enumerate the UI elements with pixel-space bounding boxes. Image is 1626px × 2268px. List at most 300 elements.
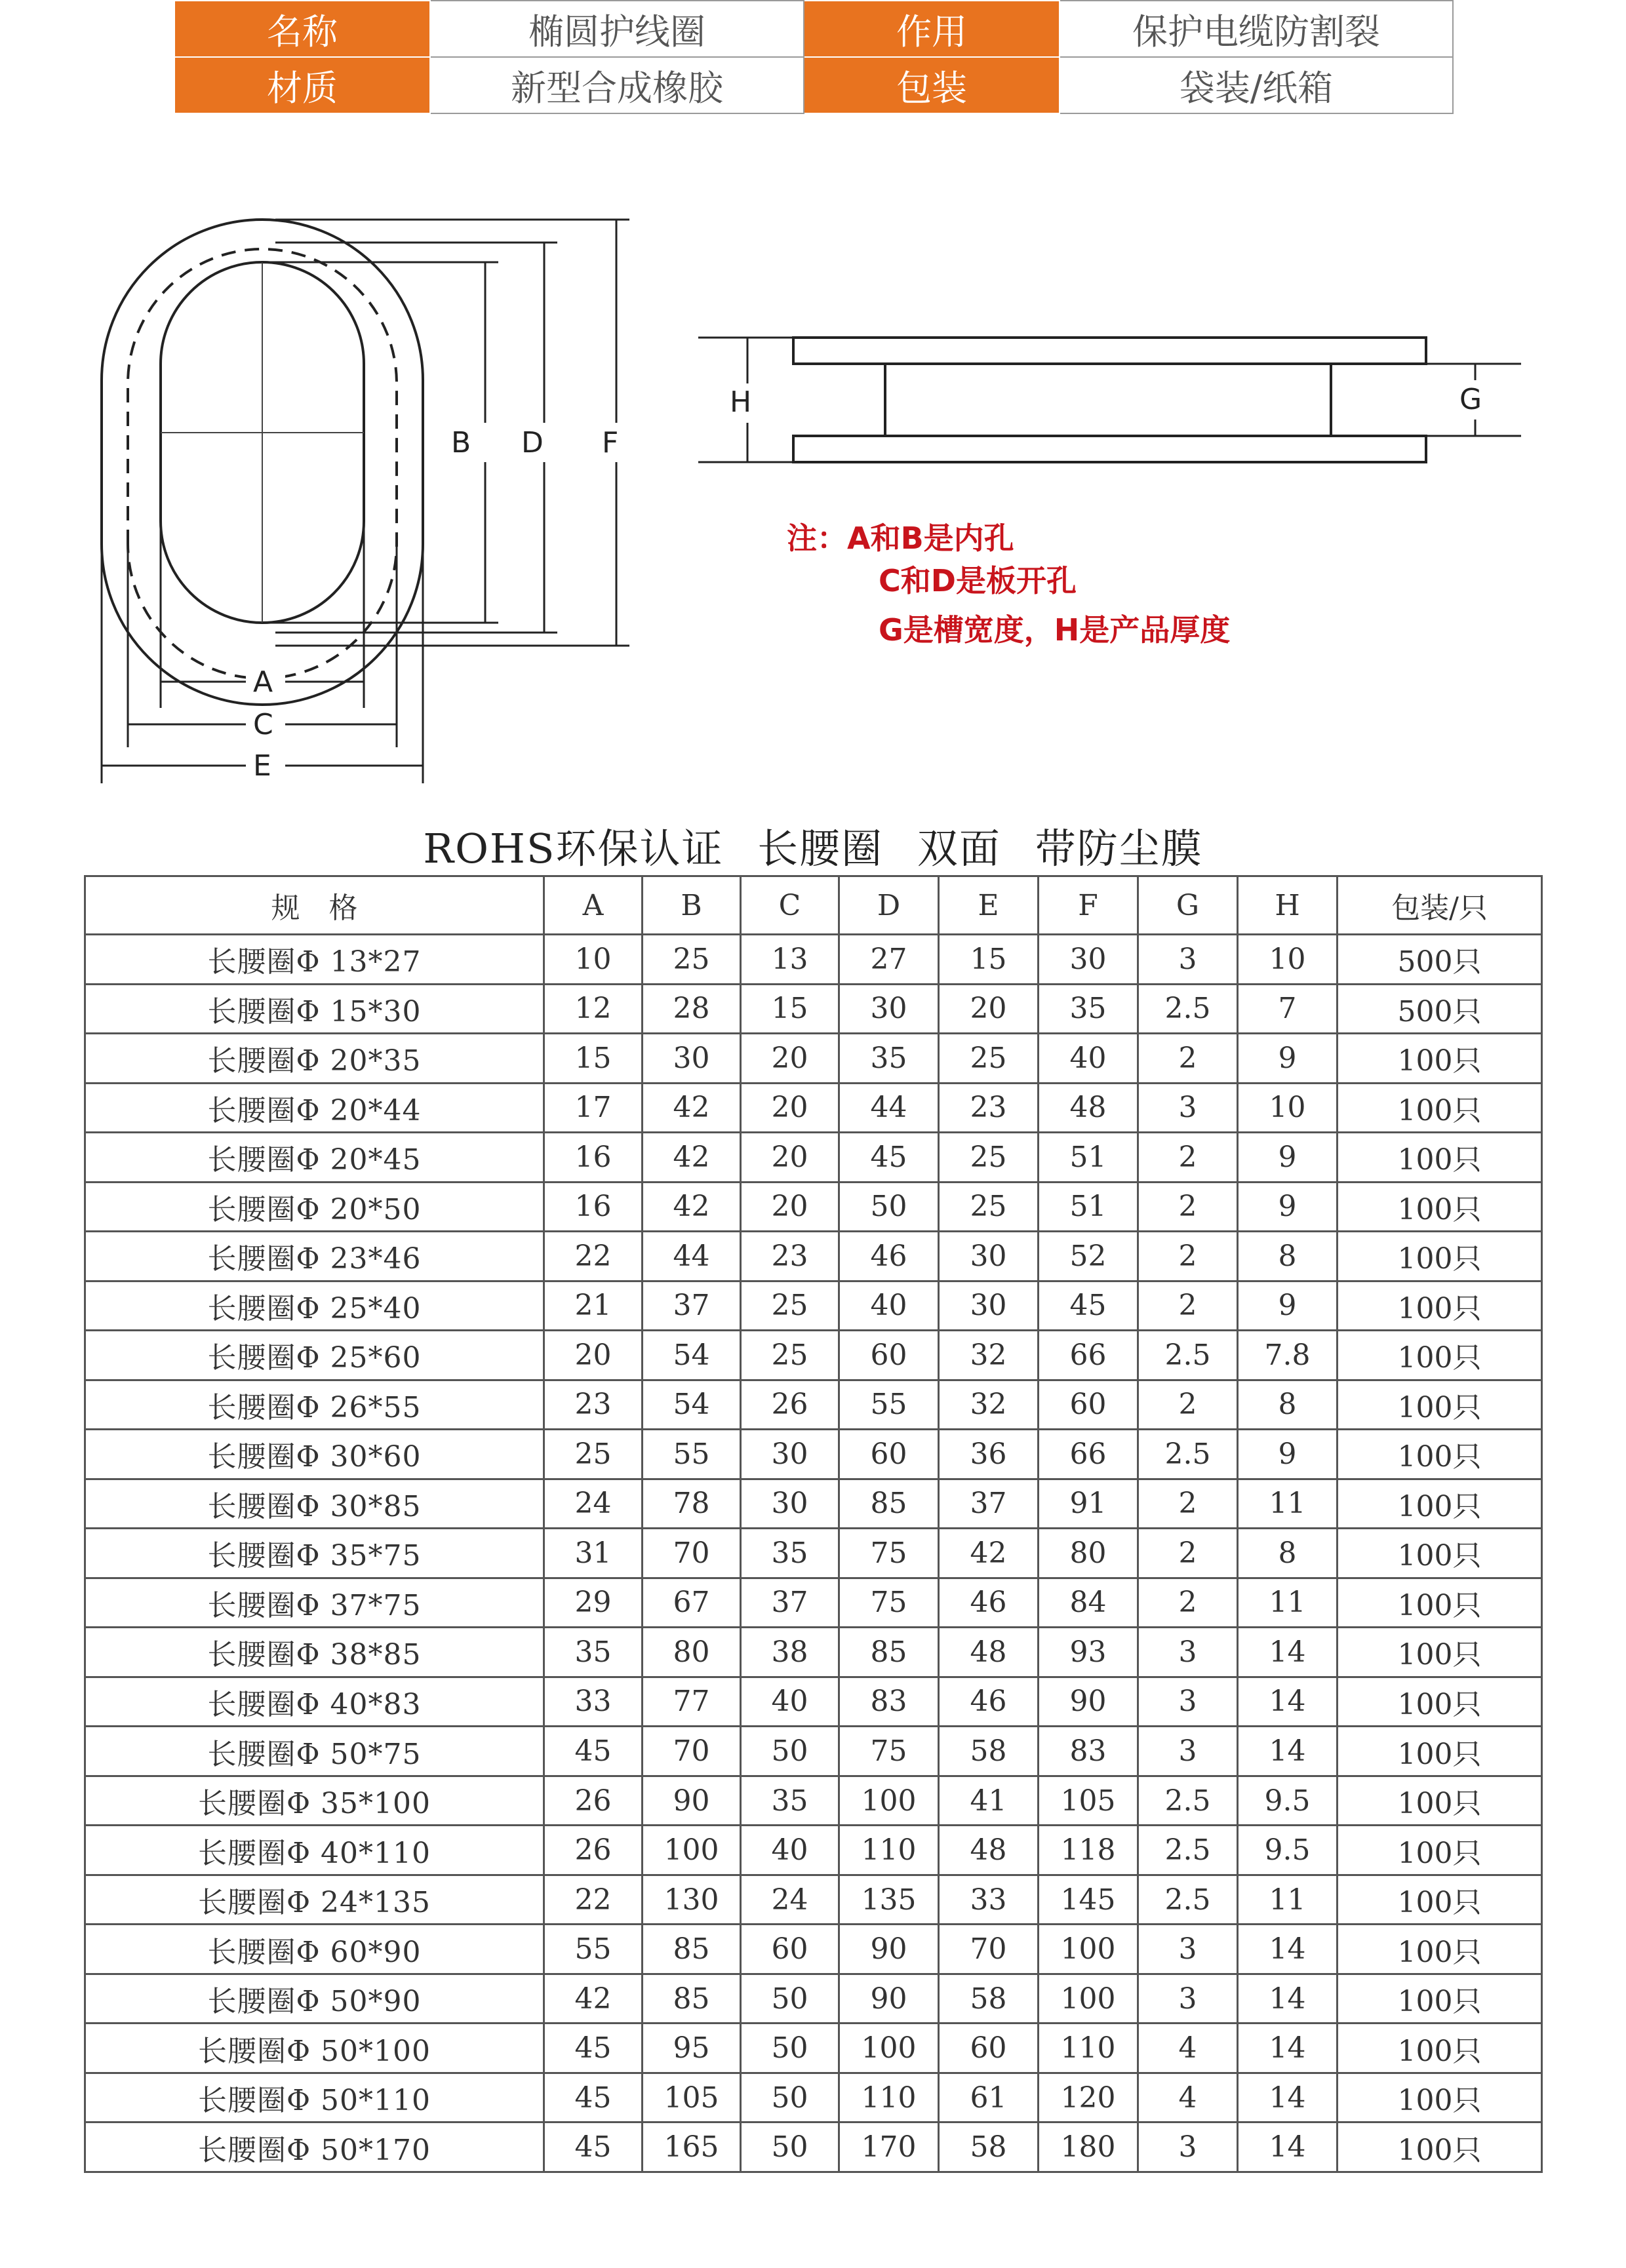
spec-cell: 长腰圈Φ 23*46 (85, 1232, 544, 1281)
b-cell: 95 (643, 2024, 741, 2073)
c-cell: 25 (741, 1281, 839, 1331)
table-row (85, 1182, 1542, 1232)
h-cell: 14 (1238, 1628, 1338, 1677)
dim-label-f: F (602, 426, 619, 459)
g-cell: 2 (1138, 1281, 1238, 1331)
b-cell: 85 (643, 1974, 741, 2024)
package-cell: 100只 (1338, 1380, 1542, 1430)
f-cell: 45 (1039, 1281, 1138, 1331)
b-cell: 25 (643, 935, 741, 985)
b-cell: 165 (643, 2122, 741, 2172)
b-cell: 130 (643, 1875, 741, 1925)
d-cell: 90 (839, 1925, 939, 1974)
c-cell: 30 (741, 1479, 839, 1529)
package-cell: 100只 (1338, 1281, 1542, 1331)
g-cell: 3 (1138, 1628, 1238, 1677)
e-cell: 25 (939, 1034, 1039, 1084)
b-cell: 54 (643, 1380, 741, 1430)
d-cell: 35 (839, 1034, 939, 1084)
f-cell: 66 (1039, 1430, 1138, 1479)
f-cell: 118 (1039, 1826, 1138, 1875)
e-cell: 23 (939, 1083, 1039, 1133)
a-cell: 24 (544, 1479, 643, 1529)
side-body (885, 364, 1331, 436)
g-cell: 2 (1138, 1133, 1238, 1183)
d-cell: 170 (839, 2122, 939, 2172)
a-cell: 35 (544, 1628, 643, 1677)
table-row (85, 1677, 1542, 1727)
g-cell: 2.5 (1138, 1875, 1238, 1925)
name-value: 椭圆护线圈 (430, 1, 804, 57)
g-cell: 4 (1138, 2073, 1238, 2122)
h-cell: 14 (1238, 1974, 1338, 2024)
h-cell: 10 (1238, 1083, 1338, 1133)
use-label: 作用 (804, 1, 1060, 57)
f-cell: 84 (1039, 1578, 1138, 1628)
b-cell: 70 (643, 1727, 741, 1776)
e-cell: 60 (939, 2024, 1039, 2073)
e-cell: 32 (939, 1331, 1039, 1380)
f-cell: 100 (1039, 1974, 1138, 2024)
b-cell: 55 (643, 1430, 741, 1479)
package-label: 包装 (804, 57, 1060, 113)
d-cell: 45 (839, 1133, 939, 1183)
g-cell: 3 (1138, 1974, 1238, 2024)
g-cell: 2 (1138, 1034, 1238, 1084)
e-cell: 48 (939, 1628, 1039, 1677)
a-cell: 12 (544, 984, 643, 1034)
header-f: F (1039, 876, 1138, 935)
g-cell: 3 (1138, 1083, 1238, 1133)
table-row (85, 1232, 1542, 1281)
dim-label-a: A (253, 665, 273, 699)
spec-cell: 长腰圈Φ 60*90 (85, 1925, 544, 1974)
spec-table (84, 875, 1543, 2173)
f-cell: 51 (1039, 1133, 1138, 1183)
d-cell: 85 (839, 1628, 939, 1677)
f-cell: 110 (1039, 2024, 1138, 2073)
header-e: E (939, 876, 1039, 935)
g-cell: 3 (1138, 1677, 1238, 1727)
table-row (85, 1875, 1542, 1925)
g-cell: 3 (1138, 1727, 1238, 1776)
h-cell: 8 (1238, 1529, 1338, 1578)
side-bottom-flange (793, 436, 1426, 462)
c-cell: 38 (741, 1628, 839, 1677)
table-row (85, 1925, 1542, 1974)
c-cell: 37 (741, 1578, 839, 1628)
h-cell: 11 (1238, 1578, 1338, 1628)
a-cell: 16 (544, 1182, 643, 1232)
spec-cell: 长腰圈Φ 35*75 (85, 1529, 544, 1578)
b-cell: 42 (643, 1083, 741, 1133)
a-cell: 22 (544, 1232, 643, 1281)
g-cell: 2.5 (1138, 1331, 1238, 1380)
e-cell: 46 (939, 1677, 1039, 1727)
b-cell: 100 (643, 1826, 741, 1875)
grommet-dimension-diagrams (0, 197, 1626, 819)
package-cell: 100只 (1338, 1479, 1542, 1529)
spec-cell: 长腰圈Φ 30*85 (85, 1479, 544, 1529)
b-cell: 70 (643, 1529, 741, 1578)
package-cell: 100只 (1338, 1974, 1542, 2024)
a-cell: 21 (544, 1281, 643, 1331)
c-cell: 35 (741, 1529, 839, 1578)
a-cell: 42 (544, 1974, 643, 2024)
f-cell: 100 (1039, 1925, 1138, 1974)
a-cell: 17 (544, 1083, 643, 1133)
c-cell: 26 (741, 1380, 839, 1430)
h-cell: 8 (1238, 1380, 1338, 1430)
spec-cell: 长腰圈Φ 50*75 (85, 1727, 544, 1776)
package-cell: 100只 (1338, 1925, 1542, 1974)
material-label: 材质 (174, 57, 430, 113)
f-cell: 35 (1039, 984, 1138, 1034)
spec-cell: 长腰圈Φ 35*100 (85, 1776, 544, 1826)
f-cell: 52 (1039, 1232, 1138, 1281)
e-cell: 15 (939, 935, 1039, 985)
e-cell: 70 (939, 1925, 1039, 1974)
f-cell: 66 (1039, 1331, 1138, 1380)
f-cell: 90 (1039, 1677, 1138, 1727)
e-cell: 25 (939, 1182, 1039, 1232)
table-row (85, 935, 1542, 985)
c-cell: 23 (741, 1232, 839, 1281)
h-cell: 8 (1238, 1232, 1338, 1281)
a-cell: 25 (544, 1430, 643, 1479)
product-info-table (174, 0, 1454, 114)
b-cell: 42 (643, 1133, 741, 1183)
g-cell: 2 (1138, 1479, 1238, 1529)
header-d: D (839, 876, 939, 935)
package-cell: 100只 (1338, 1776, 1542, 1826)
c-cell: 40 (741, 1826, 839, 1875)
spec-cell: 长腰圈Φ 40*83 (85, 1677, 544, 1727)
a-cell: 45 (544, 2024, 643, 2073)
e-cell: 33 (939, 1875, 1039, 1925)
package-cell: 100只 (1338, 1430, 1542, 1479)
e-cell: 48 (939, 1826, 1039, 1875)
g-cell: 2 (1138, 1578, 1238, 1628)
e-cell: 61 (939, 2073, 1039, 2122)
header-package: 包装/只 (1338, 876, 1542, 935)
b-cell: 44 (643, 1232, 741, 1281)
a-cell: 10 (544, 935, 643, 985)
spec-cell: 长腰圈Φ 20*45 (85, 1133, 544, 1183)
table-row (85, 1727, 1542, 1776)
package-value: 袋装/纸箱 (1060, 57, 1453, 113)
d-cell: 83 (839, 1677, 939, 1727)
g-cell: 2 (1138, 1529, 1238, 1578)
d-cell: 27 (839, 935, 939, 985)
table-row (85, 2073, 1542, 2122)
h-cell: 7 (1238, 984, 1338, 1034)
table-row (85, 1529, 1542, 1578)
table-row (85, 1331, 1542, 1380)
d-cell: 135 (839, 1875, 939, 1925)
g-cell: 3 (1138, 1925, 1238, 1974)
note-line-2: C和D是板开孔 (879, 563, 1077, 598)
package-cell: 100只 (1338, 1034, 1542, 1084)
e-cell: 42 (939, 1529, 1039, 1578)
b-cell: 28 (643, 984, 741, 1034)
dim-label-h: H (730, 385, 752, 419)
a-cell: 22 (544, 1875, 643, 1925)
e-cell: 25 (939, 1133, 1039, 1183)
package-cell: 100只 (1338, 1628, 1542, 1677)
h-cell: 9 (1238, 1182, 1338, 1232)
package-cell: 500只 (1338, 935, 1542, 985)
header-g: G (1138, 876, 1238, 935)
spec-table-body (85, 935, 1542, 2172)
spec-cell: 长腰圈Φ 50*100 (85, 2024, 544, 2073)
spec-cell: 长腰圈Φ 50*90 (85, 1974, 544, 2024)
b-cell: 105 (643, 2073, 741, 2122)
side-top-flange (793, 338, 1426, 364)
material-value: 新型合成橡胶 (430, 57, 804, 113)
b-cell: 85 (643, 1925, 741, 1974)
d-cell: 75 (839, 1529, 939, 1578)
g-cell: 2.5 (1138, 1826, 1238, 1875)
spec-cell: 长腰圈Φ 20*35 (85, 1034, 544, 1084)
d-cell: 40 (839, 1281, 939, 1331)
header-c: C (741, 876, 839, 935)
a-cell: 45 (544, 1727, 643, 1776)
h-cell: 9.5 (1238, 1776, 1338, 1826)
g-cell: 2 (1138, 1380, 1238, 1430)
package-cell: 100只 (1338, 1826, 1542, 1875)
d-cell: 46 (839, 1232, 939, 1281)
g-cell: 3 (1138, 935, 1238, 985)
spec-cell: 长腰圈Φ 37*75 (85, 1578, 544, 1628)
f-cell: 180 (1039, 2122, 1138, 2172)
package-cell: 100只 (1338, 2024, 1542, 2073)
h-cell: 14 (1238, 2122, 1338, 2172)
spec-cell: 长腰圈Φ 13*27 (85, 935, 544, 985)
spec-cell: 长腰圈Φ 15*30 (85, 984, 544, 1034)
f-cell: 48 (1039, 1083, 1138, 1133)
table-row (85, 1281, 1542, 1331)
spec-table-title: ROHS环保认证 长腰圈 双面 带防尘膜 (423, 825, 1203, 872)
d-cell: 60 (839, 1331, 939, 1380)
g-cell: 2.5 (1138, 984, 1238, 1034)
use-value: 保护电缆防割裂 (1060, 1, 1453, 57)
package-cell: 100只 (1338, 1331, 1542, 1380)
a-cell: 26 (544, 1826, 643, 1875)
package-cell: 100只 (1338, 1578, 1542, 1628)
table-row (85, 1083, 1542, 1133)
spec-cell: 长腰圈Φ 50*170 (85, 2122, 544, 2172)
b-cell: 30 (643, 1034, 741, 1084)
f-cell: 30 (1039, 935, 1138, 985)
h-cell: 7.8 (1238, 1331, 1338, 1380)
a-cell: 20 (544, 1331, 643, 1380)
h-cell: 14 (1238, 1677, 1338, 1727)
h-cell: 14 (1238, 1727, 1338, 1776)
package-cell: 100只 (1338, 1875, 1542, 1925)
e-cell: 30 (939, 1232, 1039, 1281)
package-cell: 100只 (1338, 1727, 1542, 1776)
package-cell: 100只 (1338, 1529, 1542, 1578)
d-cell: 110 (839, 1826, 939, 1875)
c-cell: 50 (741, 2122, 839, 2172)
a-cell: 29 (544, 1578, 643, 1628)
f-cell: 145 (1039, 1875, 1138, 1925)
c-cell: 15 (741, 984, 839, 1034)
d-cell: 85 (839, 1479, 939, 1529)
info-row (174, 57, 1453, 113)
a-cell: 23 (544, 1380, 643, 1430)
d-cell: 110 (839, 2073, 939, 2122)
h-cell: 11 (1238, 1875, 1338, 1925)
a-cell: 16 (544, 1133, 643, 1183)
note-line-3: G是槽宽度，H是产品厚度 (879, 612, 1231, 648)
a-cell: 31 (544, 1529, 643, 1578)
b-cell: 90 (643, 1776, 741, 1826)
dim-label-g: G (1459, 383, 1482, 416)
spec-cell: 长腰圈Φ 50*110 (85, 2073, 544, 2122)
e-cell: 58 (939, 2122, 1039, 2172)
e-cell: 58 (939, 1727, 1039, 1776)
header-a: A (544, 876, 643, 935)
c-cell: 20 (741, 1133, 839, 1183)
table-row (85, 1628, 1542, 1677)
c-cell: 40 (741, 1677, 839, 1727)
dim-label-e: E (253, 749, 271, 783)
d-cell: 75 (839, 1578, 939, 1628)
c-cell: 25 (741, 1331, 839, 1380)
f-cell: 40 (1039, 1034, 1138, 1084)
spec-cell: 长腰圈Φ 38*85 (85, 1628, 544, 1677)
table-row (85, 984, 1542, 1034)
a-cell: 45 (544, 2073, 643, 2122)
b-cell: 67 (643, 1578, 741, 1628)
spec-cell: 长腰圈Φ 30*60 (85, 1430, 544, 1479)
table-row (85, 1578, 1542, 1628)
table-row (85, 1380, 1542, 1430)
d-cell: 30 (839, 984, 939, 1034)
spec-cell: 长腰圈Φ 25*60 (85, 1331, 544, 1380)
c-cell: 60 (741, 1925, 839, 1974)
package-cell: 100只 (1338, 2122, 1542, 2172)
table-row (85, 1974, 1542, 2024)
header-spec: 规 格 (85, 876, 544, 935)
f-cell: 105 (1039, 1776, 1138, 1826)
e-cell: 46 (939, 1578, 1039, 1628)
e-cell: 32 (939, 1380, 1039, 1430)
h-cell: 9 (1238, 1281, 1338, 1331)
d-cell: 90 (839, 1974, 939, 2024)
table-row (85, 1430, 1542, 1479)
header-b: B (643, 876, 741, 935)
c-cell: 20 (741, 1083, 839, 1133)
g-cell: 2.5 (1138, 1776, 1238, 1826)
h-cell: 14 (1238, 2073, 1338, 2122)
dim-label-d: D (521, 426, 544, 459)
g-cell: 4 (1138, 2024, 1238, 2073)
dim-label-c: C (253, 708, 273, 741)
d-cell: 100 (839, 2024, 939, 2073)
h-cell: 9 (1238, 1133, 1338, 1183)
spec-header-row (85, 876, 1542, 935)
f-cell: 120 (1039, 2073, 1138, 2122)
f-cell: 80 (1039, 1529, 1138, 1578)
h-cell: 9 (1238, 1034, 1338, 1084)
d-cell: 100 (839, 1776, 939, 1826)
d-cell: 55 (839, 1380, 939, 1430)
e-cell: 36 (939, 1430, 1039, 1479)
a-cell: 33 (544, 1677, 643, 1727)
spec-cell: 长腰圈Φ 20*50 (85, 1182, 544, 1232)
f-cell: 51 (1039, 1182, 1138, 1232)
f-cell: 83 (1039, 1727, 1138, 1776)
e-cell: 58 (939, 1974, 1039, 2024)
e-cell: 20 (939, 984, 1039, 1034)
g-cell: 2 (1138, 1182, 1238, 1232)
d-cell: 75 (839, 1727, 939, 1776)
a-cell: 15 (544, 1034, 643, 1084)
spec-cell: 长腰圈Φ 26*55 (85, 1380, 544, 1430)
c-cell: 20 (741, 1034, 839, 1084)
c-cell: 50 (741, 1974, 839, 2024)
info-row (174, 1, 1453, 57)
c-cell: 24 (741, 1875, 839, 1925)
b-cell: 42 (643, 1182, 741, 1232)
c-cell: 20 (741, 1182, 839, 1232)
header-h: H (1238, 876, 1338, 935)
h-cell: 11 (1238, 1479, 1338, 1529)
b-cell: 78 (643, 1479, 741, 1529)
c-cell: 50 (741, 2024, 839, 2073)
d-cell: 60 (839, 1430, 939, 1479)
e-cell: 30 (939, 1281, 1039, 1331)
f-cell: 93 (1039, 1628, 1138, 1677)
table-row (85, 1776, 1542, 1826)
c-cell: 50 (741, 2073, 839, 2122)
c-cell: 13 (741, 935, 839, 985)
a-cell: 55 (544, 1925, 643, 1974)
g-cell: 2.5 (1138, 1430, 1238, 1479)
e-cell: 37 (939, 1479, 1039, 1529)
spec-cell: 长腰圈Φ 24*135 (85, 1875, 544, 1925)
f-cell: 91 (1039, 1479, 1138, 1529)
c-cell: 30 (741, 1430, 839, 1479)
package-cell: 500只 (1338, 984, 1542, 1034)
package-cell: 100只 (1338, 1677, 1542, 1727)
g-cell: 3 (1138, 2122, 1238, 2172)
table-row (85, 2122, 1542, 2172)
b-cell: 37 (643, 1281, 741, 1331)
h-cell: 9 (1238, 1430, 1338, 1479)
b-cell: 54 (643, 1331, 741, 1380)
h-cell: 10 (1238, 935, 1338, 985)
package-cell: 100只 (1338, 1182, 1542, 1232)
name-label: 名称 (174, 1, 430, 57)
dim-label-b: B (451, 426, 471, 459)
a-cell: 26 (544, 1776, 643, 1826)
table-row (85, 1479, 1542, 1529)
b-cell: 77 (643, 1677, 741, 1727)
a-cell: 45 (544, 2122, 643, 2172)
package-cell: 100只 (1338, 1083, 1542, 1133)
table-row (85, 1133, 1542, 1183)
d-cell: 50 (839, 1182, 939, 1232)
table-row (85, 1826, 1542, 1875)
g-cell: 2 (1138, 1232, 1238, 1281)
package-cell: 100只 (1338, 1133, 1542, 1183)
spec-cell: 长腰圈Φ 20*44 (85, 1083, 544, 1133)
table-row (85, 1034, 1542, 1084)
